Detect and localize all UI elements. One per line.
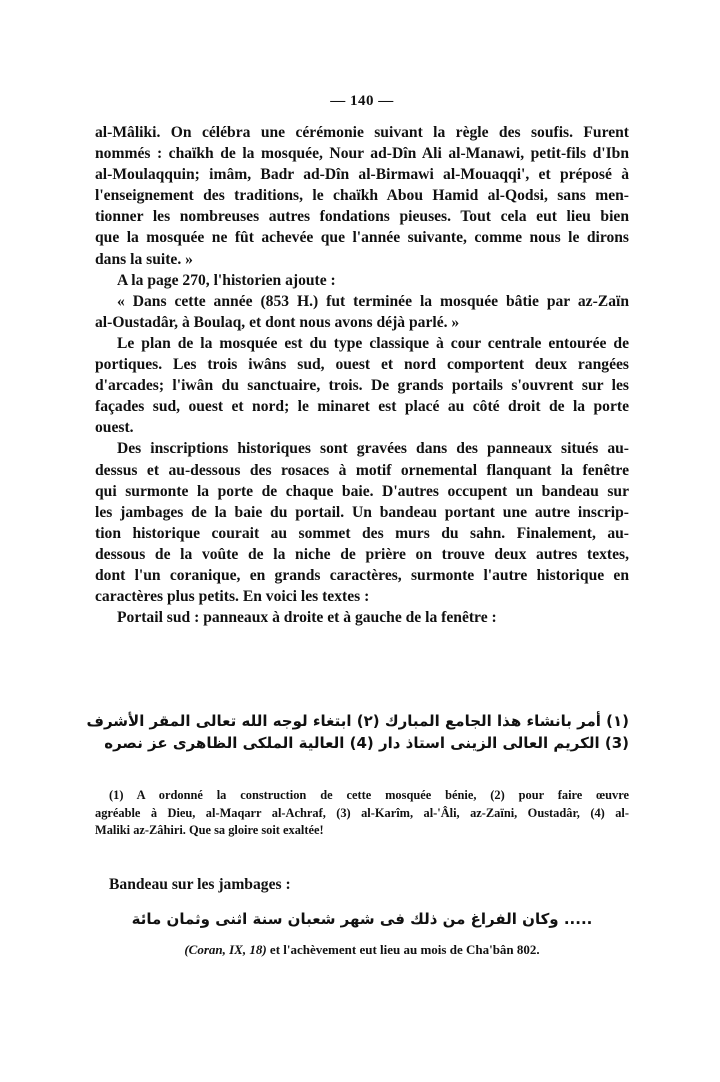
body-line: « Dans cette année (853 H.) fut terminée la mosquée bâtie par az-Zaïn — [117, 292, 629, 310]
body-line: façades sud, ouest et nord; le minaret est placé au côté droit de la porte — [95, 398, 629, 416]
body-line: portiques. Les trois iwâns sud, ouest et nord comportent deux rangées — [95, 356, 629, 374]
translation-line: agréable à Dieu, al-Maqarr al-Achraf, (3) al-Karîm, al-'Âli, az-Zaïni, Oustadâr, (4) al- — [95, 805, 629, 820]
arabic-inscription-line: (١) أمر بانشاء هذا الجامع المبارك (٢) ابتغاء لوجه الله تعالى المقر الأشرف — [86, 712, 629, 730]
body-line: A la page 270, l'historien ajoute : — [117, 271, 336, 289]
body-line: tion historique courait au sommet des murs du sahn. Finalement, au- — [95, 524, 629, 542]
body-text — [95, 122, 629, 628]
body-line: d'arcades; l'iwân du sanctuaire, trois. De grands portails s'ouvrent sur les — [95, 377, 629, 395]
body-line: Le plan de la mosquée est du type classique à cour centrale entourée de — [117, 334, 629, 352]
body-line: caractères plus petits. En voici les textes : — [95, 588, 370, 606]
body-line: al-Moulaqquin; imâm, Badr ad-Dîn al-Birmawi al-Mouaqqi', et préposé à — [95, 166, 629, 184]
body-line: al-Mâliki. On célébra une cérémonie suivant la règle des soufis. Furent — [95, 124, 629, 141]
body-line: dessous de la voûte de la niche de prière on trouve deux autres textes, — [95, 545, 629, 563]
inscription-translation — [95, 787, 629, 840]
body-line: nommés : chaïkh de la mosquée, Nour ad-Dîn Ali al-Manawi, petit-fils d'Ibn — [95, 145, 629, 163]
citation-text: et l'achèvement eut lieu au mois de Cha'bân 802. — [266, 942, 540, 957]
body-line: ouest. — [95, 419, 134, 437]
citation-reference: (Coran, IX, 18) — [184, 942, 267, 957]
body-line: dont l'un coranique, en grands caractères, surmonte l'autre historique en — [95, 566, 629, 584]
body-line: Portail sud : panneaux à droite et à gauche de la fenêtre : — [117, 609, 497, 627]
arabic-inscription-line: (3) الكريم العالى الزينى استاذ دار (4) العالية الملكى الظاهرى عز نصره — [104, 734, 629, 752]
body-line: l'enseignement des traditions, le chaïkh Abou Hamid al-Qodsi, sans men- — [95, 187, 629, 205]
body-line: que la mosquée ne fût achevée que l'année suivante, comme nous le dirons — [95, 229, 629, 247]
body-line: dans la suite. » — [95, 250, 193, 268]
body-line: al-Oustadâr, à Boulaq, et dont nous avons déjà parlé. » — [95, 313, 460, 331]
page-number: — 140 — — [330, 93, 394, 109]
arabic-inscription-jambages: ..... وكان الفراغ من ذلك فى شهر شعبان سنة اثنى وثمان مائة — [131, 910, 593, 928]
translation-line: Maliki az-Zâhiri. Que sa gloire soit exaltée! — [95, 823, 324, 837]
arabic-inscription-south-portal — [86, 710, 629, 754]
translation-line: (1) A ordonné la construction de cette mosquée bénie, (2) pour faire œuvre — [109, 788, 629, 802]
body-line: qui surmonte la porte de chaque baie. D'autres occupent un bandeau sur — [95, 482, 629, 500]
body-line: Des inscriptions historiques sont gravées dans des panneaux situés au- — [117, 440, 629, 458]
body-line: les jambages de la baie du portail. Un bandeau portant une autre inscrip- — [95, 503, 629, 521]
body-line: dessus et au-dessous des rosaces à motif ornemental flanquant la fenêtre — [95, 461, 629, 479]
section-heading-jambages: Bandeau sur les jambages : — [109, 876, 291, 893]
citation-line — [95, 942, 629, 958]
body-line: tionner les nombreuses autres fondations pieuses. Tout cela eut lieu bien — [95, 208, 629, 226]
